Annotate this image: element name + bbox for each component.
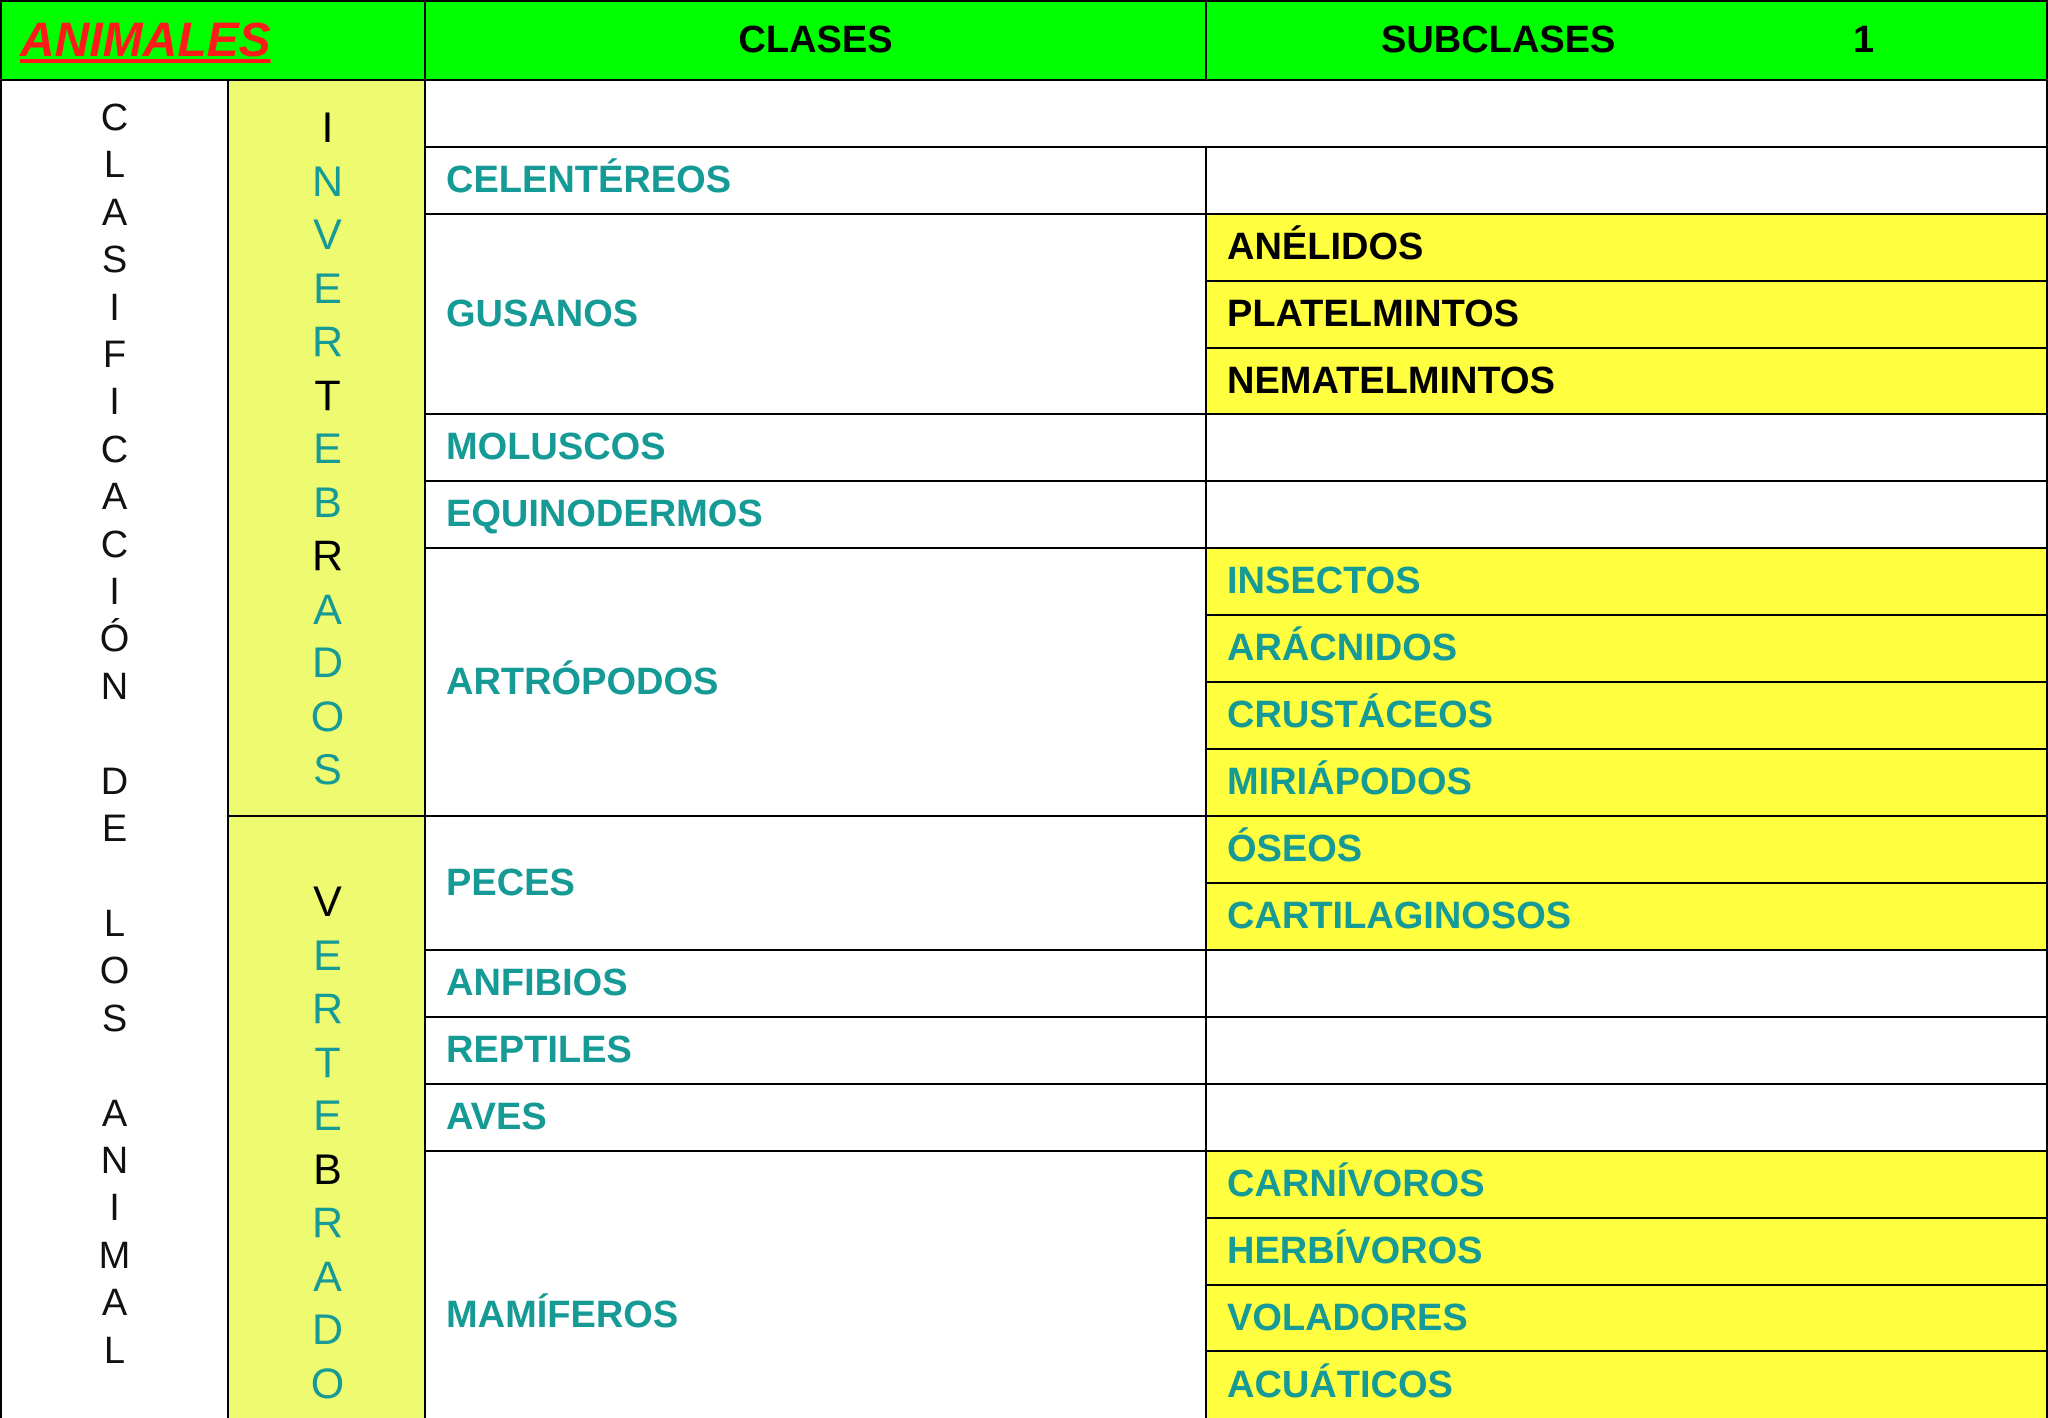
side-label-classification	[0, 95, 229, 1375]
subclass-carnivoros	[1207, 1152, 2048, 1219]
vertical-letter: A	[101, 1092, 128, 1135]
class-label: REPTILES	[446, 1029, 632, 1071]
vertical-letter: L	[103, 902, 126, 945]
vertical-letter: N	[100, 665, 129, 708]
page-number: 1	[1853, 19, 1875, 61]
subclass-platelmintos	[1207, 282, 2048, 349]
class-artropodos	[426, 549, 1207, 817]
class-label: EQUINODERMOS	[446, 493, 763, 535]
subclass-label: VOLADORES	[1227, 1296, 1468, 1339]
class-label: CELENTÉREOS	[446, 159, 732, 201]
subclass-label: ARÁCNIDOS	[1227, 627, 1458, 669]
subclass-anelidos	[1207, 215, 2048, 282]
vertical-letter: C	[100, 523, 129, 566]
subclass-empty	[1207, 148, 2048, 215]
subclass-label: CARTILAGINOSOS	[1227, 895, 1572, 937]
subclass-voladores	[1207, 1286, 2048, 1352]
vertical-letter: R	[311, 318, 344, 366]
class-moluscos	[426, 415, 1207, 482]
subclass-empty	[1207, 1018, 2048, 1085]
class-anfibios	[426, 951, 1207, 1018]
subclass-label: CRUSTÁCEOS	[1227, 694, 1494, 736]
class-reptiles	[426, 1018, 1207, 1085]
vertical-letter: B	[313, 478, 342, 527]
vertical-letter: E	[313, 1092, 342, 1140]
subclass-crustaceos	[1207, 683, 2048, 750]
class-equinodermos	[426, 482, 1207, 549]
vertical-letter: M	[98, 1234, 131, 1277]
subclass-label: NEMATELMINTOS	[1227, 359, 1555, 402]
class-label: ANFIBIOS	[446, 962, 628, 1004]
vertical-letter: V	[313, 211, 342, 259]
class-celentereos	[426, 148, 1207, 215]
vertical-letter: I	[109, 286, 120, 329]
vertical-letter: E	[313, 425, 342, 473]
vertical-letter: I	[109, 571, 120, 614]
vertical-letter: A	[101, 191, 128, 234]
vertical-letter: L	[103, 144, 126, 187]
vertical-letter	[109, 711, 120, 758]
vertical-letter: O	[310, 692, 345, 741]
subclass-empty	[1207, 1085, 2048, 1152]
vertical-letter: C	[100, 97, 129, 139]
class-label: PECES	[446, 861, 575, 904]
vertical-letter: R	[311, 985, 344, 1033]
subclass-empty	[1207, 415, 2048, 482]
column-header-clases: CLASES	[738, 19, 893, 61]
class-label: ARTRÓPODOS	[446, 660, 719, 703]
header-subclases-cell	[1207, 0, 2048, 81]
vertical-letter	[109, 854, 120, 901]
vertical-letter: D	[311, 639, 344, 687]
vertical-letter: E	[313, 931, 342, 980]
vertical-letter: T	[314, 1038, 341, 1087]
vertical-letter: N	[100, 1139, 129, 1182]
subclass-label: ANÉLIDOS	[1227, 226, 1424, 268]
subclass-label: CARNÍVOROS	[1227, 1163, 1485, 1205]
class-label: MAMÍFEROS	[446, 1293, 679, 1336]
class-label: AVES	[446, 1096, 547, 1138]
vertical-letter	[109, 1043, 120, 1090]
subclass-acuaticos	[1207, 1352, 2048, 1418]
group-label-vertebrados	[229, 876, 426, 1411]
subclass-label: INSECTOS	[1227, 560, 1421, 602]
subclass-label: MIRIÁPODOS	[1227, 761, 1472, 803]
vertical-letter: L	[103, 1329, 126, 1372]
header-title-cell	[0, 0, 426, 81]
vertical-letter: D	[311, 1306, 344, 1354]
empty-row	[426, 81, 2048, 148]
vertical-letter: Ó	[99, 618, 130, 661]
vertical-letter: A	[101, 1282, 128, 1325]
vertical-letter: O	[310, 1359, 345, 1408]
class-gusanos	[426, 215, 1207, 415]
vertical-letter: A	[101, 476, 128, 519]
vertical-letter: E	[101, 808, 128, 851]
class-aves	[426, 1085, 1207, 1152]
subclass-nematelmintos	[1207, 349, 2048, 415]
vertical-letter: S	[101, 997, 128, 1040]
subclass-label: ÓSEOS	[1227, 828, 1363, 870]
subclass-insectos	[1207, 549, 2048, 616]
vertical-letter: B	[313, 1145, 342, 1194]
vertical-letter: I	[109, 1187, 120, 1230]
vertical-letter: R	[311, 532, 344, 580]
subclass-cartilaginosos	[1207, 884, 2048, 951]
vertical-letter: T	[314, 371, 341, 420]
class-peces	[426, 817, 1207, 951]
vertical-letter: N	[311, 157, 344, 206]
class-mamiferos	[426, 1152, 1207, 1418]
subclass-herbivoros	[1207, 1219, 2048, 1286]
vertical-letter: V	[313, 878, 342, 926]
subclass-label: PLATELMINTOS	[1227, 293, 1520, 335]
group-label-invertebrados	[229, 102, 426, 798]
vertical-letter: D	[100, 760, 129, 803]
vertical-letter: S	[313, 746, 342, 794]
vertical-letter: C	[100, 428, 129, 471]
vertical-letter: O	[99, 950, 130, 993]
subclass-oseos	[1207, 817, 2048, 884]
class-label: GUSANOS	[446, 292, 639, 335]
page-title: ANIMALES	[20, 14, 271, 67]
vertical-letter: A	[313, 1252, 342, 1301]
class-label: MOLUSCOS	[446, 426, 666, 468]
subclass-label: HERBÍVOROS	[1227, 1230, 1483, 1272]
column-header-subclases: SUBCLASES	[1381, 19, 1616, 61]
vertical-letter: S	[101, 239, 128, 282]
subclass-miriapodos	[1207, 750, 2048, 817]
vertical-letter: I	[321, 104, 334, 152]
subclass-label: ACUÁTICOS	[1227, 1363, 1453, 1406]
header-clases-cell	[426, 0, 1207, 81]
vertical-letter: A	[313, 585, 342, 634]
subclass-empty	[1207, 482, 2048, 549]
vertical-letter: R	[311, 1199, 344, 1247]
vertical-letter: I	[109, 381, 120, 424]
vertical-letter: E	[313, 264, 342, 313]
subclass-empty	[1207, 951, 2048, 1018]
vertical-letter: F	[102, 334, 127, 377]
subclass-aracnidos	[1207, 616, 2048, 683]
